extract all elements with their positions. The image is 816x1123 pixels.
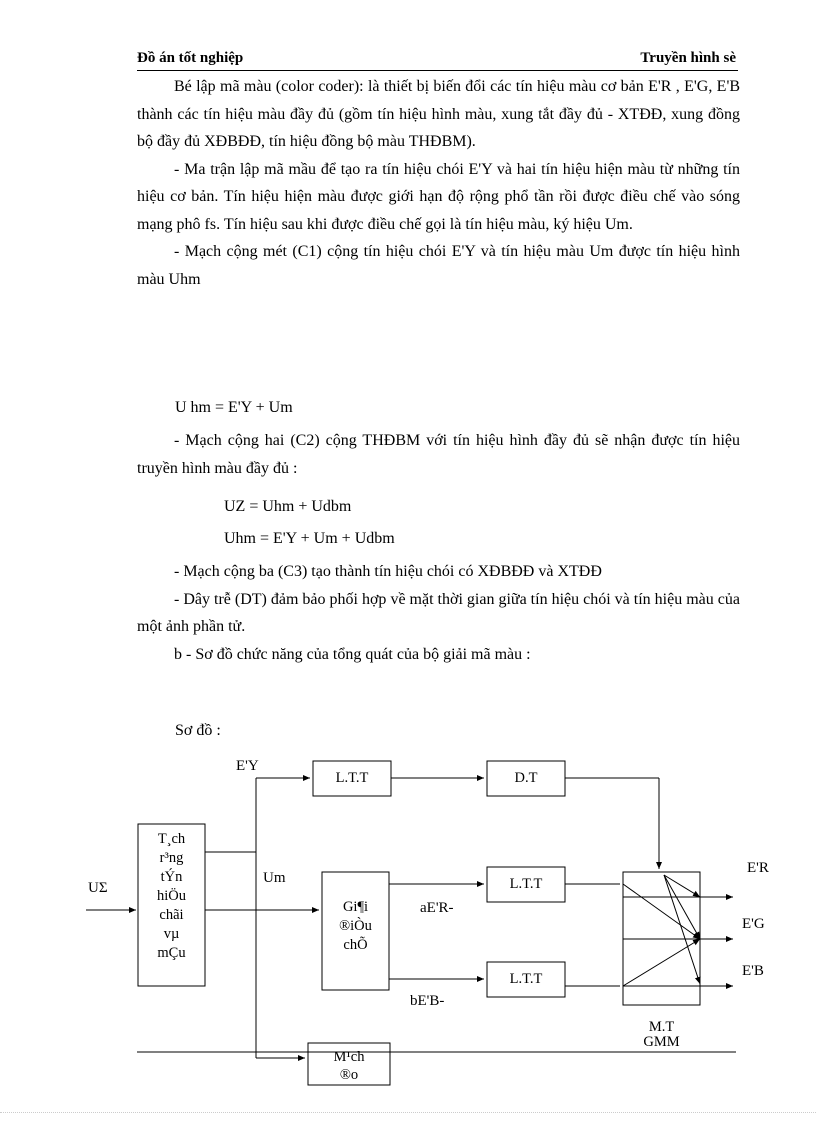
demod-label: Gi¶i ®iÒu chÕ xyxy=(339,899,372,953)
ltt2-label: L.T.T xyxy=(509,876,543,892)
input-label: UΣ xyxy=(88,880,108,896)
um-label: Um xyxy=(263,870,286,886)
equation-3: Uhm = E'Y + Um + Udbm xyxy=(224,530,395,547)
eg-label: E'G xyxy=(742,916,765,932)
para-3: - Mạch cộng mét (C1) cộng tín hiệu chói E'Y và tín hiệu màu Um được tín hiệu hình màu Uhm xyxy=(137,243,740,288)
equation-1: U hm = E'Y + Um xyxy=(175,399,293,416)
para-2: - Ma trận lập mã mầu để tạo ra tín hiệu chói E'Y và hai tín hiệu hiện màu từ những tín hiệu cơ bản. Tín hiệu hiện màu được giới hạn độ rộng phổ tần rồi được điều chế vào sóng mạng phô fs. Tín hiệu sau khi được điều chế gọi là tín hiệu màu, ký hiệu Um. xyxy=(137,160,740,233)
eb-label: E'B xyxy=(742,963,764,979)
separator-label: T¸ch r³ng tÝn hiÖu chãi vµ mÇu xyxy=(157,831,186,961)
equation-2: UZ = Uhm + Udbm xyxy=(224,498,352,515)
para-7: b - Sơ đồ chức năng của tổng quát của bộ giải mã màu : xyxy=(174,645,531,663)
header-right: Truyền hình sè xyxy=(640,50,736,66)
dt-label: D.T xyxy=(514,770,538,786)
para-1: Bé lập mã màu (color coder): là thiết bị biến đổi các tín hiệu màu cơ bản E'R , E'G, E'B thành các tín hiệu màu đầy đủ (gồm tín hiệu hình màu, xung tắt đầy đủ - XTĐĐ, xung đồng bộ đầy đủ XĐBĐĐ, tín hiệu đồng bộ màu THĐBM). xyxy=(137,78,740,150)
ltt3-label: L.T.T xyxy=(509,971,543,987)
er-label: E'R xyxy=(747,860,769,876)
ey-label: E'Y xyxy=(236,758,259,774)
clamp-label: M¹ch ®o xyxy=(333,1049,365,1083)
ltt1-label: L.T.T xyxy=(335,770,369,786)
page-bottom-border xyxy=(0,1112,816,1113)
para-6: - Dây trễ (DT) đảm bảo phối hợp về mặt thời gian giữa tín hiệu chói và tín hiệu màu của một ảnh phần tử. xyxy=(137,590,740,635)
diagram-caption: Sơ đồ : xyxy=(175,722,221,739)
aer-label: aE'R- xyxy=(420,900,454,916)
para-5: - Mạch cộng ba (C3) tạo thành tín hiệu chói có XĐBĐĐ và XTĐĐ xyxy=(174,563,602,580)
header-left: Đồ án tốt nghiệp xyxy=(137,50,244,66)
para-4: - Mạch cộng hai (C2) cộng THĐBM với tín hiệu hình đầy đủ sẽ nhận được tín hiệu truyền hình màu đầy đủ : xyxy=(137,432,740,477)
matrix-label: M.T GMM xyxy=(643,1020,680,1046)
beb-label: bE'B- xyxy=(410,993,445,1009)
